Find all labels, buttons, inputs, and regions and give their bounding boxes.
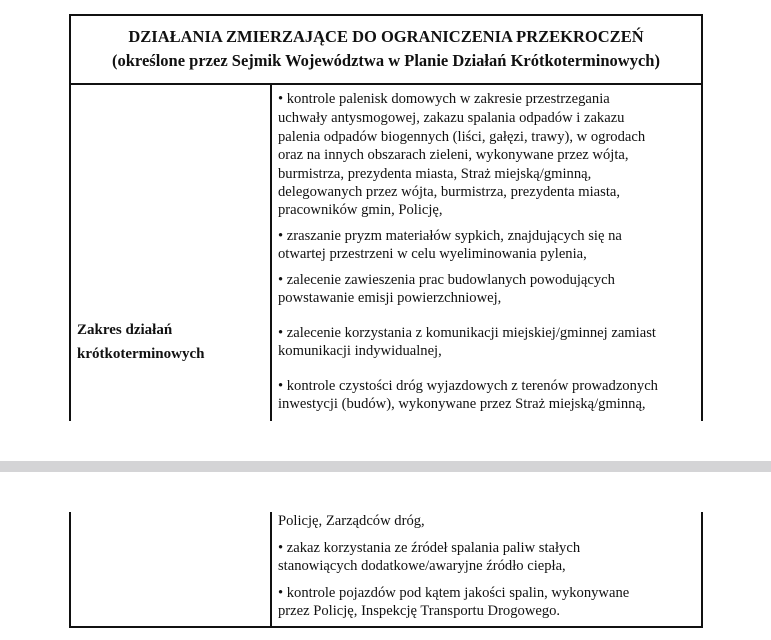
item-text-line: Policję, Zarządców dróg, xyxy=(278,513,425,529)
table-right-border xyxy=(701,512,703,628)
document-page-2 xyxy=(0,472,771,640)
table-title: DZIAŁANIA ZMIERZAJĄCE DO OGRANICZENIA PRZEKROCZEŃ xyxy=(128,27,644,46)
item-text-line: oraz na innych obszarach zieleni, wykonywane przez wójta, xyxy=(278,147,629,163)
item-text-line: inwestycji (budów), wykonywane przez Straż miejską/gminną, xyxy=(278,396,646,412)
item-text-line: • zraszanie pryzm materiałów sypkich, znajdujących się na xyxy=(278,228,622,244)
item-text-line: • zalecenie korzystania z komunikacji miejskiej/gminnej zamiast xyxy=(278,325,656,341)
table-left-border xyxy=(69,14,71,421)
table-subtitle: (określone przez Sejmik Województwa w Planie Działań Krótkoterminowych) xyxy=(112,51,660,70)
table-left-border xyxy=(69,512,71,628)
item-text-line: przez Policję, Inspekcję Transportu Drogowego. xyxy=(278,603,561,619)
table-right-border xyxy=(701,14,703,421)
item-text-line: • kontrole pojazdów pod kątem jakości spalin, wykonywane xyxy=(278,585,630,601)
item-text-line: burmistrza, prezydenta miasta, Straż miejską/gminną, xyxy=(278,166,592,182)
item-text-line: delegowanych przez wójta, burmistrza, prezydenta miasta, xyxy=(278,184,620,200)
item-text-line: stanowiących dodatkowe/awaryjne źródło ciepła, xyxy=(278,558,566,574)
table-top-border xyxy=(69,14,703,16)
item-text-line: • kontrole palenisk domowych w zakresie przestrzegania xyxy=(278,91,610,107)
item-text-line: pracowników gmin, Policję, xyxy=(278,202,443,218)
item-text-line: uchwały antysmogowej, zakazu spalania odpadów i zakazu xyxy=(278,110,625,126)
table-bottom-border xyxy=(69,626,703,628)
item-text-line: otwartej przestrzeni w celu wyeliminowania pylenia, xyxy=(278,246,587,262)
item-text-line: palenia odpadów biogennych (liści, gałęzi, trawy), w ogrodach xyxy=(278,129,646,145)
item-text-line: • kontrole czystości dróg wyjazdowych z terenów prowadzonych xyxy=(278,378,658,394)
page-separator xyxy=(0,461,771,472)
item-text-line: powstawanie emisji powierzchniowej, xyxy=(278,290,502,306)
column-divider xyxy=(270,512,272,628)
item-text-line: • zalecenie zawieszenia prac budowlanych powodujących xyxy=(278,272,615,288)
header-bottom-border xyxy=(69,83,703,85)
column-divider xyxy=(270,83,272,421)
row-label: Zakres działań xyxy=(77,322,173,338)
item-text-line: komunikacji indywidualnej, xyxy=(278,343,442,359)
row-label: krótkoterminowych xyxy=(77,346,205,362)
item-text-line: • zakaz korzystania ze źródeł spalania paliw stałych xyxy=(278,540,581,556)
